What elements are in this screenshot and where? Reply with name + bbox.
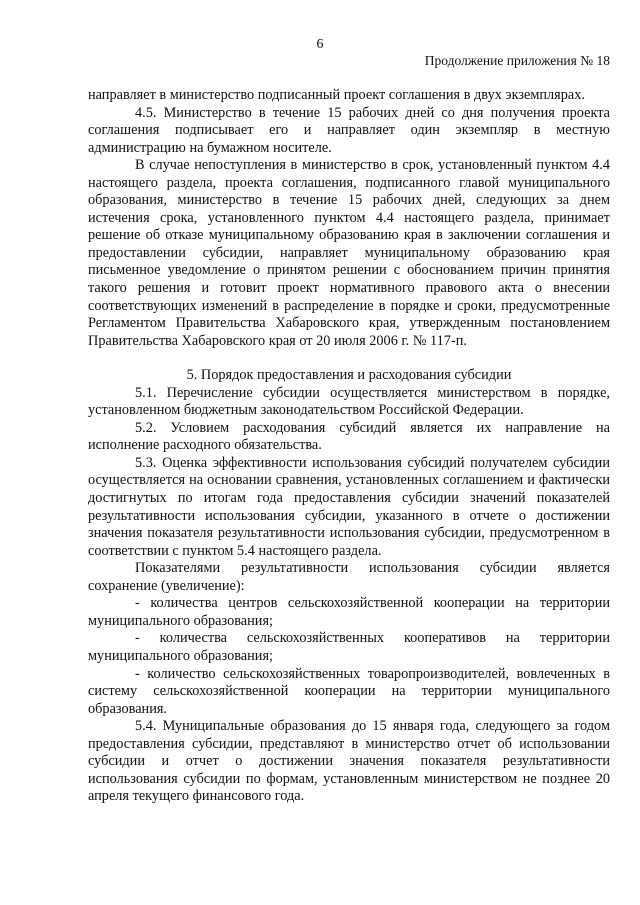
appendix-continuation-note: Продолжение приложения № 18 (424, 53, 610, 68)
paragraph-indicators-intro: Показателями результативности использования субсидии является сохранение (увеличение): (88, 560, 610, 594)
paragraph-5-4: 5.4. Муниципальные образования до 15 января года, следующего за годом предоставления субсидии, представляют в министерство отчет об использовании субсидии и отчет о достижении значения показателя результативности использования субсидии по формам, установленным министерством не позднее 20 апреля текущего финансового года. (88, 718, 610, 805)
document-body (88, 87, 610, 806)
list-item-centers: - количества центров сельскохозяйственной кооперации на территории муниципального образования; (88, 595, 610, 629)
paragraph-5-1: 5.1. Перечисление субсидии осуществляется министерством в порядке, установленном бюджетным законодательством Российской Федерации. (88, 384, 610, 419)
paragraph-4-5: 4.5. Министерство в течение 15 рабочих дней со дня получения проекта соглашения подписывает его и направляет один экземпляр в местную администрацию на бумажном носителе. (88, 104, 610, 156)
section-5-heading: 5. Порядок предоставления и расходования субсидии (186, 367, 512, 384)
list-item-cooperatives: - количества сельскохозяйственных кооперативов на территории муниципального образования; (88, 630, 610, 664)
paragraph-nonreceipt: В случае непоступления в министерство в срок, установленный пунктом 4.4 настоящего раздела, проекта соглашения, подписанного главой муниципального образования, министерство в течение 15 рабочих дней, следующих за днем истечения срока, установленного пунктом 4.4 настоящего раздела, принимает решение об отказе муниципальному образованию края в заключении соглашения и предоставлении субсидии, направляет муниципальному образованию края письменное уведомление о принятом решении с обоснованием причин принятия такого решения и готовит проект нормативного правового акта о внесении соответствующих изменений в распределение в порядке и сроки, предусмотренные Регламентом Правительства Хабаровского края, утвержденным постановлением Правительства Хабаровского края от 20 июля 2006 г. № 117-п. (88, 157, 610, 349)
paragraph-5-3: 5.3. Оценка эффективности использования субсидий получателем субсидии осуществляется на основании сравнения, установленных соглашением и фактически достигнутых по итогам года предоставления субсидии значений показателей результативности использования субсидии, указанного в отчете о достижении значения показателя результативности использования субсидии, предусмотренном в соответствии с пунктом 5.4 настоящего раздела. (88, 454, 610, 559)
list-item-producers: - количество сельскохозяйственных товаропроизводителей, вовлеченных в систему сельскохозяйственной кооперации на территории муниципального образования. (88, 665, 610, 717)
paragraph-continuation: направляет в министерство подписанный проект соглашения в двух экземплярах. (88, 87, 585, 103)
page-number: 6 (316, 37, 324, 52)
paragraph-5-2: 5.2. Условием расходования субсидий является их направление на исполнение расходного обязательства. (88, 419, 610, 454)
